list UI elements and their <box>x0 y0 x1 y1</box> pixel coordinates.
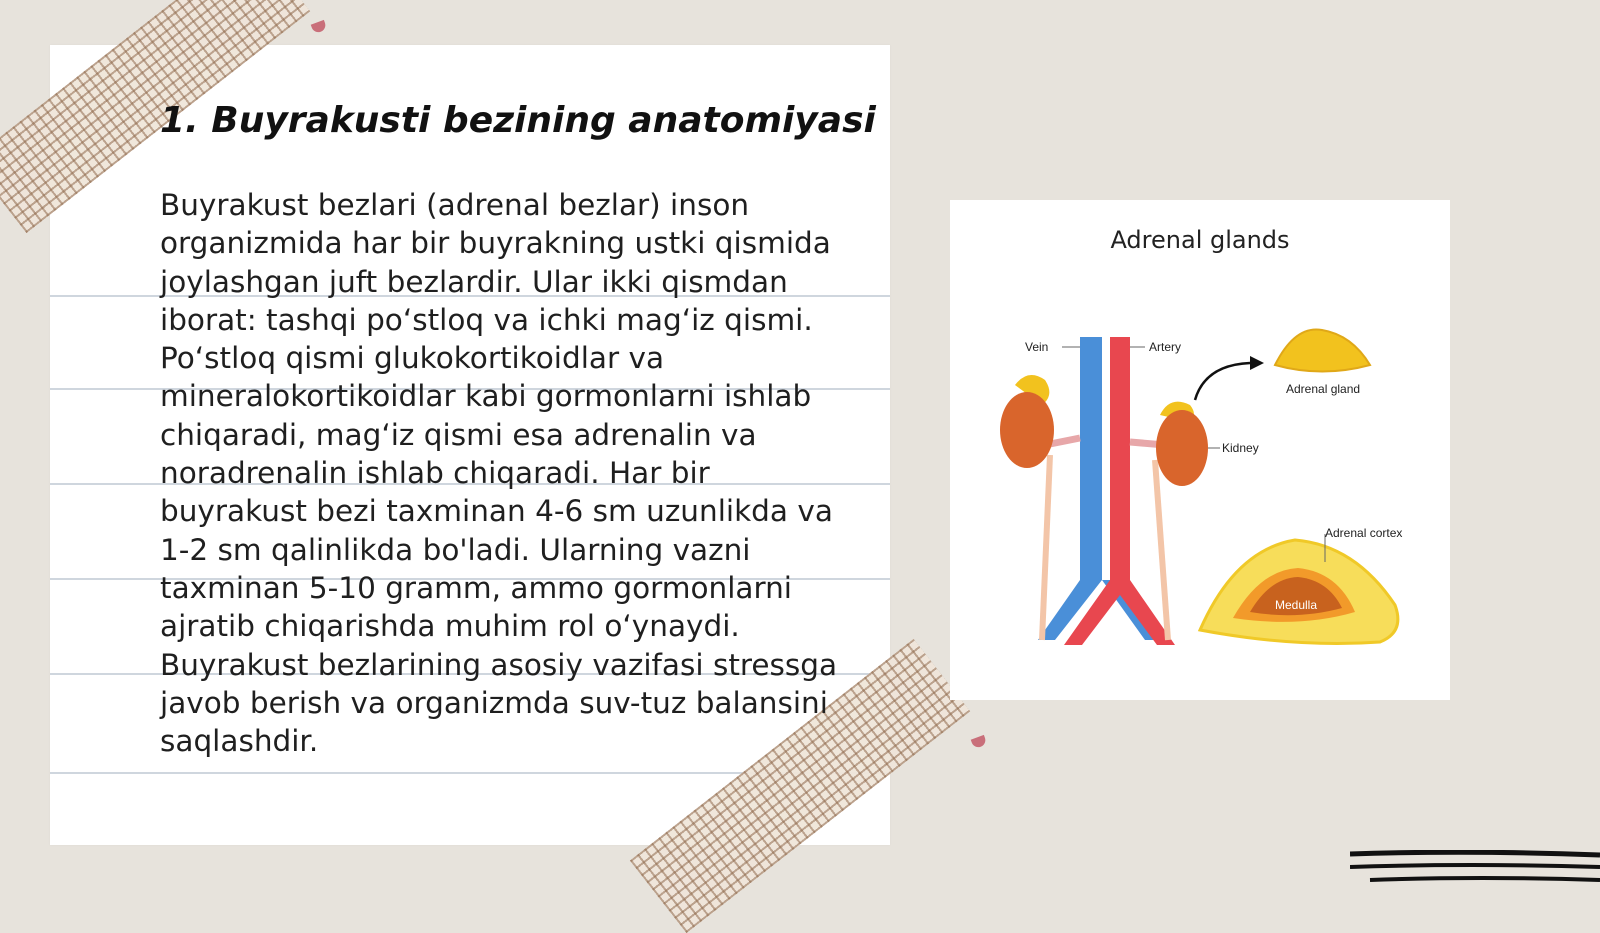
blood-vessels <box>1038 337 1175 645</box>
pin-top <box>311 20 328 34</box>
label-adrenal-cortex: Adrenal cortex <box>1325 526 1403 540</box>
label-artery: Artery <box>1149 340 1182 354</box>
brush-line <box>1370 878 1600 880</box>
label-adrenal-gland: Adrenal gland <box>1286 382 1361 396</box>
arrow-head-icon <box>1250 356 1264 370</box>
brush-line <box>1350 865 1600 867</box>
slide-body-text: Buyrakust bezlari (adrenal bezlar) inson organizmida har bir buyrakning ustki qismida joylashgan juft bezlardir. Ular ikki qismdan iborat: tashqi po‘stloq va ichki mag‘iz qismi. Po‘stloq qismi glukokortikoidlar va mineralokortikoidlar kabi gormonlarni ishlab chiqaradi, mag‘iz qismi esa adrenalin va noradrenalin ishlab chiqaradi. Har bir buyrakust bezi taxminan 4-6 sm uzunlikda va 1-2 sm qalinlikda bo'ladi. Ularning vazni taxminan 5-10 gramm, ammo gormonlarni ajratib chiqarishda muhim rol o‘ynaydi. Buyrakust bezlarining asosiy vazifasi stressga javob berish va organizmda suv-tuz balansini saqlashdir. <box>160 188 838 759</box>
label-medulla: Medulla <box>1274 598 1318 612</box>
adrenal-gland-closeup <box>1275 329 1370 371</box>
decorative-lines <box>1350 850 1600 890</box>
kidneys <box>1000 375 1208 486</box>
adrenal-diagram <box>950 200 1450 700</box>
label-vein: Vein <box>1025 340 1049 354</box>
ureter-left <box>1042 455 1050 640</box>
pin-bottom <box>971 735 988 749</box>
slide-title: 1. Buyrakusti bezining anatomiyasi <box>160 100 876 141</box>
figure-title: Adrenal glands <box>1110 226 1290 254</box>
label-kidney: Kidney <box>1222 441 1259 455</box>
adrenal-figure <box>950 200 1450 700</box>
cross-section <box>1200 540 1398 644</box>
kidney-left <box>1000 392 1054 468</box>
kidney-right <box>1156 410 1208 486</box>
arrow-line <box>1195 363 1250 400</box>
brush-line <box>1350 852 1600 855</box>
ureter-right <box>1155 460 1168 640</box>
